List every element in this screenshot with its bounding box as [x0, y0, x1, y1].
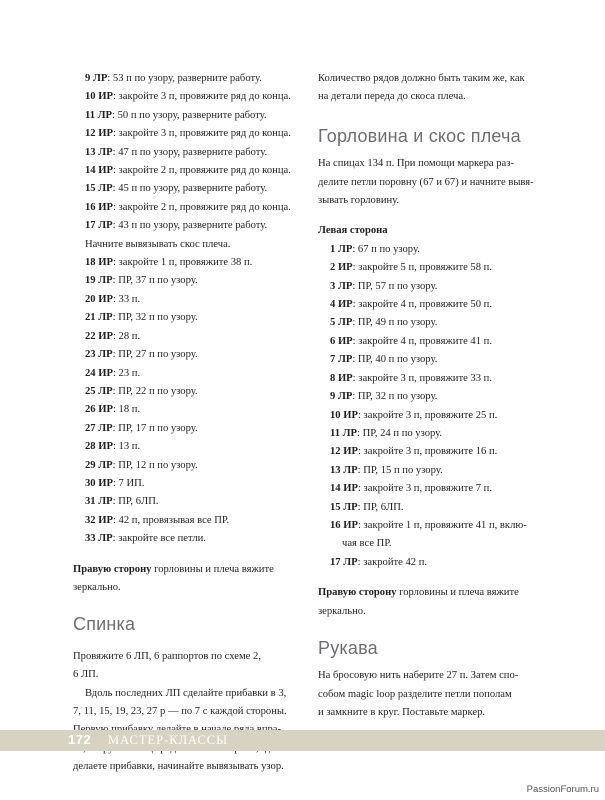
back-paragraph-line: делаете прибавки, начинайте вывязывать узор.: [73, 761, 284, 773]
pattern-row: 10 ИР: закройте 3 п, провяжите ряд до конца.: [85, 91, 291, 103]
pattern-row: 29 ЛР: ПР, 12 п по узору.: [85, 459, 198, 471]
intro-line: на детали переда до скоса плеча.: [318, 91, 466, 103]
pattern-row: 24 ИР: 23 п.: [85, 367, 141, 379]
pattern-row: 16 ИР: закройте 2 п, провяжите ряд до конца.: [85, 201, 291, 213]
back-paragraph-line: 6 ЛП.: [73, 669, 99, 681]
pattern-row: 9 ЛР: 53 п по узору, разверните работу.: [85, 73, 262, 84]
pattern-row: 13 ЛР: ПР, 15 п по узору.: [330, 464, 443, 476]
pattern-row: 6 ИР: закройте 4 п, провяжите 41 п.: [330, 335, 492, 347]
right-side-note: Правую сторону горловины и плеча вяжите: [73, 563, 274, 575]
pattern-row: 3 ЛР: ПР, 57 п по узору.: [330, 280, 438, 292]
pattern-row: 13 ЛР: 47 п по узору, разверните работу.: [85, 146, 268, 158]
pattern-row: 19 ЛР: ПР, 37 п по узору.: [85, 275, 198, 287]
sleeve-paragraph-line: На бросовую нить наберите 27 п. Затем спо-: [318, 670, 519, 682]
pattern-row: 10 ИР: закройте 3 п, провяжите 25 п.: [330, 409, 498, 421]
neck-paragraph-line: делите петли поровну (67 и 67) и начните вывя-: [318, 176, 534, 188]
pattern-row: 2 ИР: закройте 5 п, провяжите 58 п.: [330, 262, 492, 274]
back-paragraph-line: 7, 11, 15, 19, 23, 27 р — по 7 с каждой стороны.: [73, 706, 287, 717]
neck-paragraph-line: На спицах 134 п. При помощи маркера раз-: [318, 158, 514, 170]
sleeve-heading: Рукава: [318, 637, 378, 658]
intro-line: Количество рядов должно быть таким же, как: [318, 73, 525, 84]
neck-rows: [318, 241, 548, 572]
pattern-row: 11 ЛР: 50 п по узору, разверните работу.: [85, 109, 267, 121]
pattern-row: 17 ЛР: закройте 42 п.: [330, 556, 428, 568]
pattern-row: 31 ЛР: ПР, 6ЛП.: [85, 496, 159, 508]
back-heading: Спинка: [73, 614, 136, 635]
neck-heading: Горловина и скос плеча: [318, 125, 521, 146]
pattern-row: 25 ЛР: ПР, 22 п по узору.: [85, 385, 198, 397]
pattern-row: 7 ЛР: ПР, 40 п по узору.: [330, 354, 438, 366]
pattern-row: 9 ЛР: ПР, 32 п по узору.: [330, 391, 438, 403]
pattern-row: 33 ЛР: закройте все петли.: [85, 533, 206, 545]
right-side-note-line2: зеркально.: [318, 605, 366, 617]
pattern-row: 20 ИР: 33 п.: [85, 293, 141, 305]
sleeve-paragraph-line: и замкните в круг. Поставьте маркер.: [318, 707, 486, 719]
pattern-row: 12 ИР: закройте 3 п, провяжите 16 п.: [330, 446, 498, 458]
neck-paragraph-line: зывать горловину.: [318, 195, 400, 207]
right-side-note-line2: зеркально.: [73, 581, 121, 593]
pattern-row: 22 ИР: 28 п.: [85, 330, 141, 342]
right-column: [318, 70, 548, 723]
back-paragraph-line: Вдоль последних ЛП сделайте прибавки в 3,: [85, 687, 287, 699]
pattern-row: 30 ИР: 7 ИП.: [85, 477, 145, 489]
pattern-row: 14 ИР: закройте 3 п, провяжите 7 п.: [330, 483, 492, 495]
right-side-note: Правую сторону горловины и плеча вяжите: [318, 587, 519, 599]
left-column: [73, 70, 303, 777]
pattern-row: 28 ИР: 13 п.: [85, 441, 141, 453]
section-title: МАСТЕР-КЛАССЫ: [108, 733, 229, 747]
pattern-row: 27 ЛР: ПР, 17 п по узору.: [85, 422, 198, 434]
pattern-row: 1 ЛР: 67 п по узору.: [330, 243, 420, 255]
rows-top: [73, 70, 303, 549]
pattern-row: 21 ЛР: ПР, 32 п по узору.: [85, 312, 198, 324]
pattern-row: 15 ЛР: ПР, 6ЛП.: [330, 501, 404, 513]
pattern-row: 16 ИР: закройте 1 п, провяжите 41 п, вклю-: [330, 519, 527, 531]
pattern-row: 11 ЛР: ПР, 24 п по узору.: [330, 427, 443, 439]
pattern-row: 14 ИР: закройте 2 п, провяжите ряд до конца.: [85, 165, 291, 177]
pattern-row: 17 ЛР: 43 п по узору, разверните работу.: [85, 220, 268, 232]
pattern-row-continuation: чая все ПР.: [342, 538, 392, 550]
pattern-row: 18 ИР: закройте 1 п, провяжите 38 п.: [85, 257, 253, 269]
pattern-row: 23 ЛР: ПР, 27 п по узору.: [85, 349, 198, 361]
back-paragraph-line: Провяжите 6 ЛП, 6 раппортов по схеме 2,: [73, 650, 261, 662]
left-side-label: Левая сторона: [318, 225, 388, 237]
pattern-row: 26 ИР: 18 п.: [85, 404, 141, 416]
pattern-row: 5 ЛР: ПР, 49 п по узору.: [330, 317, 438, 329]
pattern-row: 4 ИР: закройте 4 п, провяжите 50 п.: [330, 299, 492, 311]
pattern-row: 8 ИР: закройте 3 п, провяжите 33 п.: [330, 372, 492, 384]
watermark: PassionForum.ru: [526, 784, 599, 795]
pattern-row: 32 ИР: 42 п, провязывая все ПР.: [85, 514, 230, 526]
pattern-row: 15 ЛР: 45 п по узору, разверните работу.: [85, 183, 268, 195]
shoulder-note: Начните вывязывать скос плеча.: [85, 238, 231, 250]
pattern-row: 12 ИР: закройте 3 п, провяжите ряд до конца.: [85, 128, 291, 140]
sleeve-paragraph-line: собом magic loop разделите петли пополам: [318, 688, 512, 700]
page-number: 172: [68, 732, 92, 747]
